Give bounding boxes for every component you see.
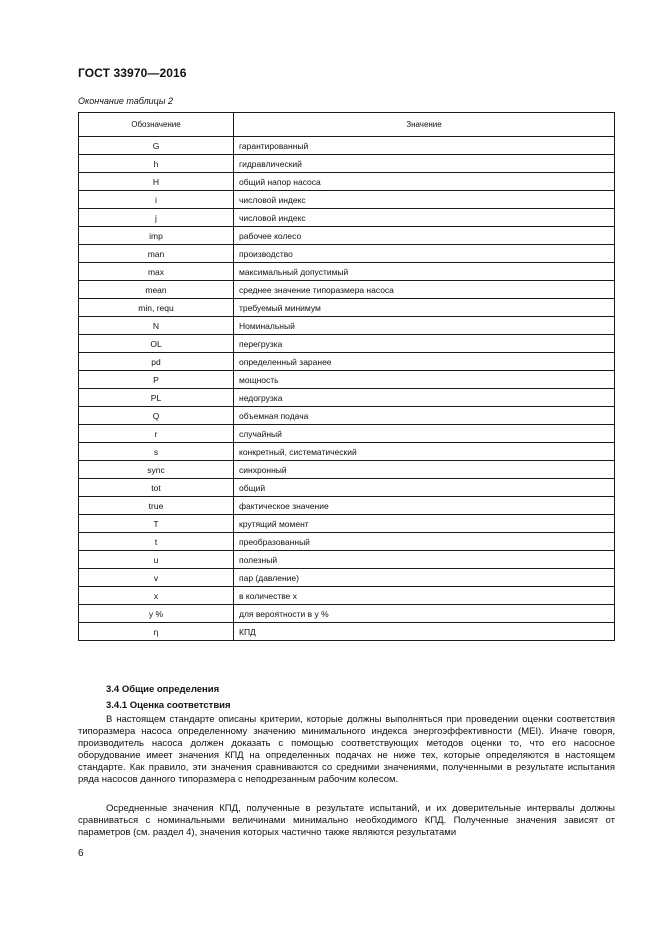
table-row <box>79 425 615 443</box>
meaning-cell: случайный <box>234 425 615 443</box>
meaning-cell: общий <box>234 479 615 497</box>
meaning-cell: преобразованный <box>234 533 615 551</box>
symbol-cell: true <box>79 497 234 515</box>
meaning-cell: числовой индекс <box>234 191 615 209</box>
table-row <box>79 263 615 281</box>
symbol-cell: P <box>79 371 234 389</box>
table-row <box>79 317 615 335</box>
symbol-cell: min, requ <box>79 299 234 317</box>
symbol-cell: sync <box>79 461 234 479</box>
symbol-cell: Q <box>79 407 234 425</box>
symbol-cell: OL <box>79 335 234 353</box>
meaning-cell: рабочее колесо <box>234 227 615 245</box>
symbol-cell: mean <box>79 281 234 299</box>
meaning-cell: в количестве x <box>234 587 615 605</box>
symbol-cell: H <box>79 173 234 191</box>
table-row <box>79 623 615 641</box>
page-number: 6 <box>78 848 84 859</box>
meaning-cell: пар (давление) <box>234 569 615 587</box>
table-row <box>79 497 615 515</box>
symbol-cell: x <box>79 587 234 605</box>
symbol-cell: imp <box>79 227 234 245</box>
symbol-cell: i <box>79 191 234 209</box>
paragraph-conformity-1: В настоящем стандарте описаны критерии, которые должны выполняться при проведении оценки соответствия типоразмера насоса определенному значению минимального индекса энергоэффективности (MEI). Иначе говоря, производитель насоса должен доказать с помощью соответствующих методов оценки то, что его насосное оборудование имеет значения КПД на определенных подачах не ниже тех, которые определяются в настоящем стандарте. Как правило, эти значения сравниваются со средними значениями, полученными в результате испытания ряда насосов данного типоразмера с неподрезанным рабочим колесом. <box>78 714 615 786</box>
paragraph-conformity-2: Осредненные значения КПД, полученные в результате испытаний, и их доверительные интервалы должны сравниваться с номинальными величинами минимально необходимого КПД. Полученные значения зависят от параметров (см. раздел 4), значения которых частично также являются результатами <box>78 803 615 839</box>
table-row <box>79 533 615 551</box>
symbol-cell: N <box>79 317 234 335</box>
table-row <box>79 155 615 173</box>
table-row <box>79 407 615 425</box>
table-row <box>79 605 615 623</box>
table-row <box>79 389 615 407</box>
meaning-cell: перегрузка <box>234 335 615 353</box>
symbol-cell: j <box>79 209 234 227</box>
section-heading-3-4-1: 3.4.1 Оценка соответствия <box>106 700 231 711</box>
symbol-cell: G <box>79 137 234 155</box>
meaning-cell: определенный заранее <box>234 353 615 371</box>
meaning-cell: синхронный <box>234 461 615 479</box>
column-header-symbol: Обозначение <box>79 113 234 137</box>
table-row <box>79 191 615 209</box>
table-row <box>79 587 615 605</box>
symbol-cell: pd <box>79 353 234 371</box>
table-header-row <box>79 113 615 137</box>
meaning-cell: конкретный, систематический <box>234 443 615 461</box>
symbol-cell: v <box>79 569 234 587</box>
table-row <box>79 137 615 155</box>
meaning-cell: недогрузка <box>234 389 615 407</box>
table-row <box>79 371 615 389</box>
meaning-cell: гидравлический <box>234 155 615 173</box>
meaning-cell: производство <box>234 245 615 263</box>
meaning-cell: КПД <box>234 623 615 641</box>
document-header: ГОСТ 33970—2016 <box>78 66 187 80</box>
symbol-cell: tot <box>79 479 234 497</box>
meaning-cell: для вероятности в y % <box>234 605 615 623</box>
table-row <box>79 209 615 227</box>
symbols-table <box>78 112 615 641</box>
table-row <box>79 173 615 191</box>
meaning-cell: объемная подача <box>234 407 615 425</box>
table-row <box>79 443 615 461</box>
table-row <box>79 353 615 371</box>
symbol-cell: r <box>79 425 234 443</box>
table-body <box>79 137 615 641</box>
meaning-cell: общий напор насоса <box>234 173 615 191</box>
table-row <box>79 245 615 263</box>
symbol-cell: h <box>79 155 234 173</box>
meaning-cell: гарантированный <box>234 137 615 155</box>
meaning-cell: крутящий момент <box>234 515 615 533</box>
symbol-cell: s <box>79 443 234 461</box>
table-row <box>79 551 615 569</box>
symbol-cell: man <box>79 245 234 263</box>
symbol-cell: t <box>79 533 234 551</box>
table-row <box>79 227 615 245</box>
symbol-cell: max <box>79 263 234 281</box>
meaning-cell: среднее значение типоразмера насоса <box>234 281 615 299</box>
meaning-cell: мощность <box>234 371 615 389</box>
table-row <box>79 515 615 533</box>
meaning-cell: требуемый минимум <box>234 299 615 317</box>
section-heading-3-4: 3.4 Общие определения <box>106 684 220 695</box>
symbol-cell: η <box>79 623 234 641</box>
symbol-cell: y % <box>79 605 234 623</box>
symbol-cell: u <box>79 551 234 569</box>
meaning-cell: числовой индекс <box>234 209 615 227</box>
meaning-cell: фактическое значение <box>234 497 615 515</box>
meaning-cell: Номинальный <box>234 317 615 335</box>
table-row <box>79 461 615 479</box>
table-row <box>79 281 615 299</box>
symbol-cell: T <box>79 515 234 533</box>
symbol-cell: PL <box>79 389 234 407</box>
table-row <box>79 335 615 353</box>
table-caption: Окончание таблицы 2 <box>78 96 173 106</box>
column-header-meaning: Значение <box>234 113 615 137</box>
table-row <box>79 569 615 587</box>
table-row <box>79 299 615 317</box>
meaning-cell: максимальный допустимый <box>234 263 615 281</box>
meaning-cell: полезный <box>234 551 615 569</box>
table-row <box>79 479 615 497</box>
